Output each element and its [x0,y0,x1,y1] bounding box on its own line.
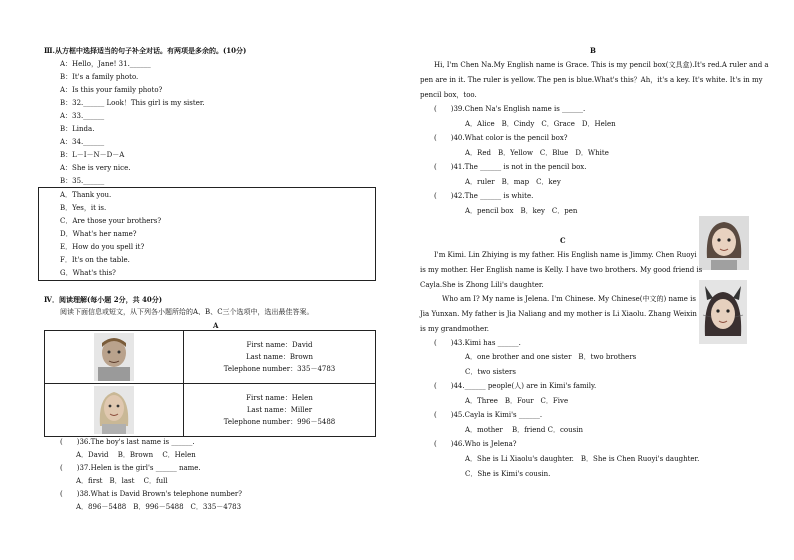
person1-first-name: First name：David [246,340,313,349]
question: ( )40.What color is the pencil box? [434,134,568,142]
jelena-photo [699,280,747,344]
person2-last-name: Last name：Miller [246,405,313,414]
dialogue-line: A：34.______ [60,138,105,146]
question: ( )44.______ people(人) are in Kimi's family. [434,382,597,390]
passage-line: Jia Yunxan. My father is Jia Naliang and my mother is Li Xiaolu. Zhang Weixin [420,310,697,318]
passage-line: pen are in it. The ruler is yellow. The pen is blue.What's this？Ah，it's a key. It's white. It's in my [420,76,763,84]
dialogue-line: B：Linda. [60,125,95,133]
passage-line: Who am I? My name is Jelena. I'm Chinese. My Chinese(中文的) name is [442,295,697,303]
option-item: G．What's this? [60,269,116,277]
answer-options: A．David B．Brown C．Helen [76,451,196,459]
question: ( )39.Chen Na's English name is ______. [434,105,586,113]
answer-options: A．Red B．Yellow C．Blue D．White [465,149,609,157]
answer-options: A．896－5488 B．996－5488 C．335－4783 [76,503,242,511]
question: ( )37.Helen is the girl's ______ name. [60,464,201,472]
answer-options: A．first B．last C．full [76,477,168,485]
passage-a-label: A [213,321,219,330]
question: ( )45.Cayla is Kimi's ______. [434,411,543,419]
option-item: C．Are those your brothers? [60,217,162,225]
option-item: E．How do you spell it? [60,243,145,251]
photo-cell [45,331,184,384]
boy-photo [94,333,134,381]
answer-options: A．ruler B．map C．key [465,178,561,186]
answer-options: C．She is Kimi's cousin. [465,470,551,478]
section4-instruction: 阅读下面信息或短文，从下列各小题所给的A、B、C三个选项中，选出最佳答案。 [60,308,314,316]
dialogue-line: A：Hello，Jane! 31.______ [60,60,151,68]
question: ( )42.The ______ is white. [434,192,534,200]
dialogue-line: A：33.______ [60,112,105,120]
dialogue-line: A：She is very nice. [60,164,131,172]
passage-line: Hi, I'm Chen Na.My English name is Grace. This is my pencil box(文具盒).It's red.A ruler and a [434,61,769,69]
person2-telephone: Telephone number：996－5488 [223,417,336,426]
dialogue-line: B：32.______ Look！This girl is my sister. [60,99,205,107]
question: ( )36.The boy's last name is ______. [60,438,195,446]
option-item: A．Thank you. [60,191,112,199]
passage-line: pencil box，too. [420,91,477,99]
answer-options: A．She is Li Xiaolu's daughter. B．She is Chen Ruoyi's daughter. [465,455,700,463]
answer-options: A．pencil box B．key C．pen [465,207,578,215]
question: ( )46.Who is Jelena? [434,440,517,448]
passage-c-label: C [560,236,566,245]
passage-a-table [44,330,376,437]
passage-line: is my mother. Her English name is Kelly. I have two brothers. My good friend is [420,266,703,274]
answer-options: A．one brother and one sister B．two brothers [465,353,637,361]
question: ( )43.Kimi has ______. [434,339,521,347]
dialogue-line: B：L－I－N－D－A [60,151,125,159]
passage-line: is my grandmother. [420,325,489,333]
photo-cell [45,384,184,437]
person2-info [184,384,376,437]
dialogue-line: B：It's a family photo. [60,73,139,81]
answer-options: A．Three B．Four C．Five [465,397,569,405]
option-item: D．What's her name? [60,230,137,238]
section3-title: Ⅲ.从方框中选择适当的句子补全对话。有两项是多余的。(10分) [44,46,247,55]
girl-photo [94,386,134,434]
person1-info [184,331,376,384]
passage-b-label: B [590,46,596,55]
passage-line: I'm Kimi. Lin Zhiying is my father. His English name is Jimmy. Chen Ruoyi [434,251,697,259]
option-item: B．Yes，it is. [60,204,107,212]
answer-options: A．mother B．friend C．cousin [465,426,583,434]
option-item: F．It's on the table. [60,256,130,264]
kimi-photo [699,216,749,270]
section4-title: Ⅳ．阅读理解(每小题 2分，共 40分) [44,295,163,304]
answer-options: C．two sisters [465,368,516,376]
person2-first-name: First name：Helen [246,393,313,402]
passage-line: Cayla.She is Zhong Lili's daughter. [420,281,544,289]
person1-telephone: Telephone number：335－4783 [223,364,336,373]
dialogue-line: A：Is this your family photo? [60,86,163,94]
person1-last-name: Last name：Brown [245,352,314,361]
question: ( )41.The ______ is not in the pencil box. [434,163,587,171]
answer-options: A．Alice B．Cindy C．Grace D．Helen [465,120,616,128]
question: ( )38.What is David Brown's telephone number? [60,490,242,498]
dialogue-line: B：35.______ [60,177,105,185]
